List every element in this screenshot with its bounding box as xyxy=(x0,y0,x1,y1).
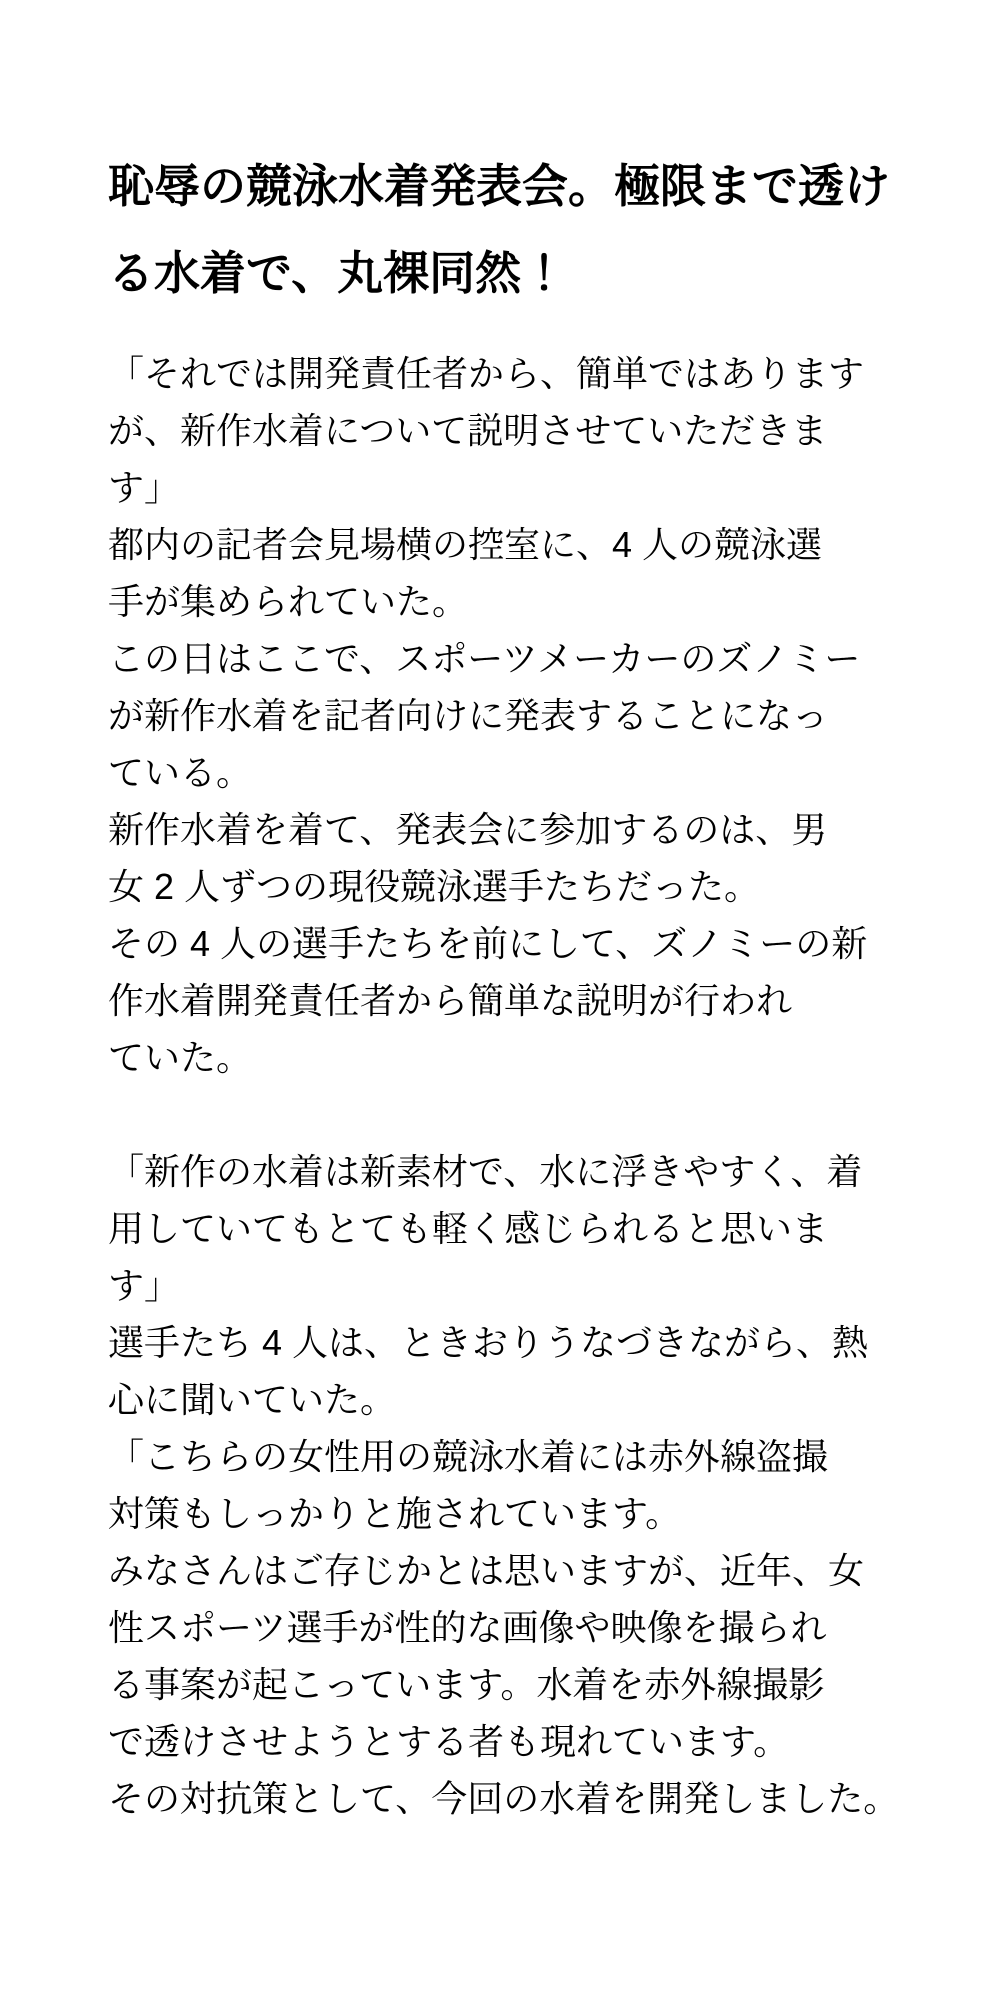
text-line xyxy=(108,1086,920,1143)
title-line: る水着で、丸裸同然！ xyxy=(108,247,568,299)
novel-page xyxy=(0,143,1000,2000)
text-line: 手が集められていた。 xyxy=(108,581,469,622)
text-line: が新作水着を記者向けに発表することになっ xyxy=(108,695,829,736)
text-line: 「こちらの女性用の競泳水着には赤外線盗撮 xyxy=(108,1436,829,1477)
page-title xyxy=(108,143,920,317)
text-line: その対抗策として、今回の水着を開発しました。 xyxy=(108,1778,900,1819)
text-line: す」 xyxy=(108,467,181,508)
article-body xyxy=(108,345,920,1827)
text-line: 都内の記者会見場横の控室に、4 人の競泳選 xyxy=(108,524,823,565)
title-line: 恥辱の競泳水着発表会。極限まで透け xyxy=(108,160,890,212)
text-line: 「それでは開発責任者から、簡単ではあります xyxy=(108,353,865,394)
text-line: 女 2 人ずつの現役競泳選手たちだった。 xyxy=(108,866,761,907)
text-line: す」 xyxy=(108,1265,181,1306)
text-line: 新作水着を着て、発表会に参加するのは、男 xyxy=(108,809,828,850)
text-line: 心に聞いていた。 xyxy=(108,1379,397,1420)
text-line: この日はここで、スポーツメーカーのズノミー xyxy=(108,638,861,679)
text-line: その 4 人の選手たちを前にして、ズノミーの新 xyxy=(108,923,868,964)
text-line: で透けさせようとする者も現れています。 xyxy=(108,1721,790,1762)
text-line: る事案が起こっています。水着を赤外線撮影 xyxy=(108,1664,825,1705)
text-line: 用していてもとても軽く感じられると思いま xyxy=(108,1208,829,1249)
text-line: 性スポーツ選手が性的な画像や映像を撮られ xyxy=(108,1607,827,1648)
text-line: 作水着開発責任者から簡単な説明が行われ xyxy=(108,980,793,1021)
text-line: 選手たち 4 人は、ときおりうなづきながら、熱 xyxy=(108,1322,869,1363)
text-line: 「新作の水着は新素材で、水に浮きやすく、着 xyxy=(108,1151,863,1192)
text-line: が、新作水着について説明させていただきま xyxy=(108,410,828,451)
text-line: ていた。 xyxy=(108,1037,253,1078)
text-line: ている。 xyxy=(108,752,253,793)
text-line: みなさんはご存じかとは思いますが、近年、女 xyxy=(108,1550,865,1591)
text-line: 対策もしっかりと施されています。 xyxy=(108,1493,682,1534)
